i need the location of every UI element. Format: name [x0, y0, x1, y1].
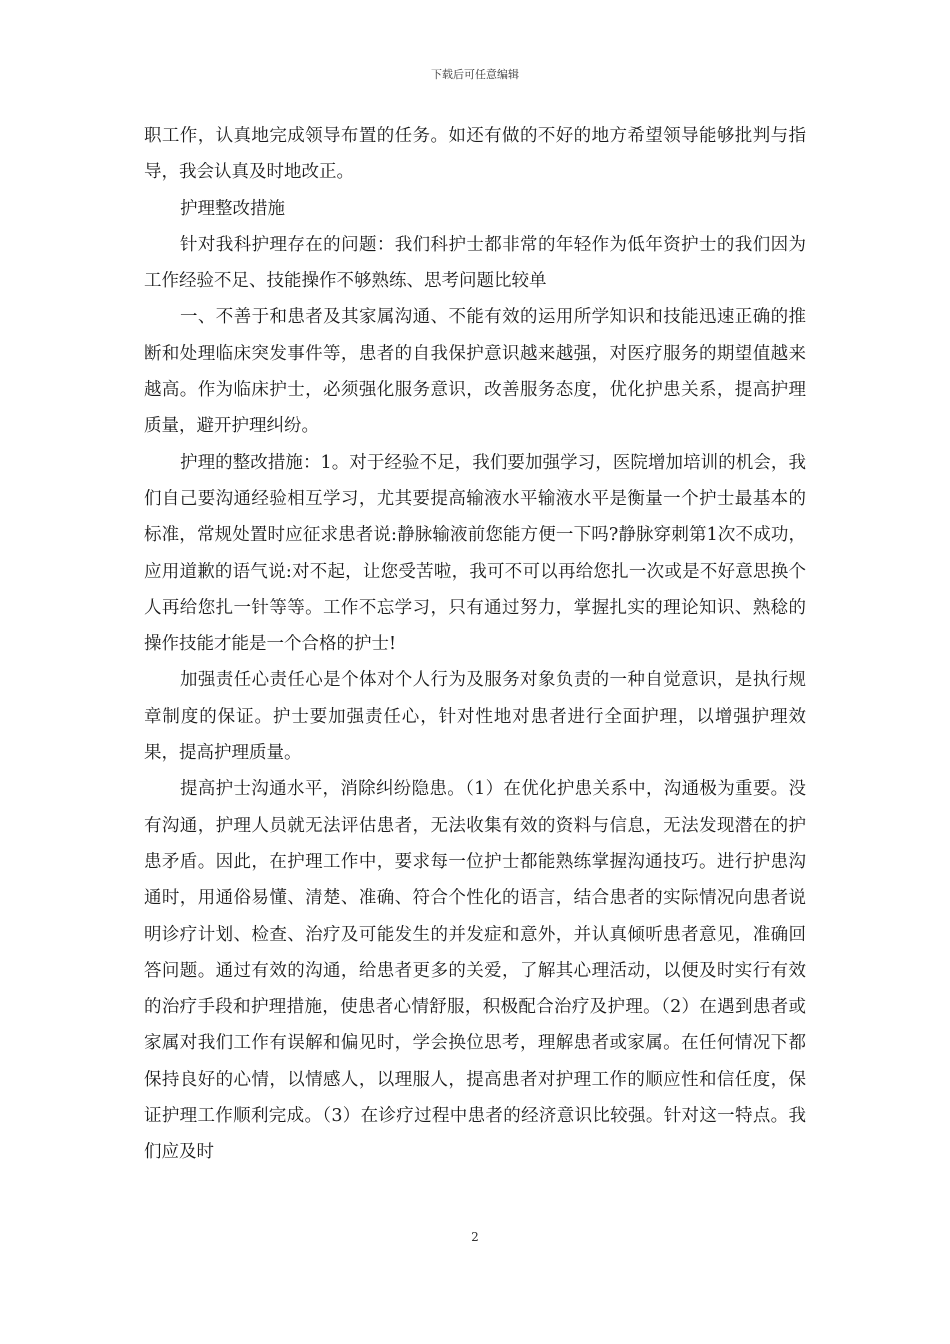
page-header: 下载后可任意编辑 [431, 68, 519, 81]
section-heading: 护理整改措施 [180, 198, 285, 219]
paragraph: 提高护士沟通水平，消除纠纷隐患。（1）在优化护患关系中，沟通极为重要。没有沟通，护理人员就无法评估患者，无法收集有效的资料与信息，无法发现潜在的护患矛盾。因此，在护理工作中，要求每一位护士都能熟练掌握沟通技巧。进行护患沟通时，用通俗易懂、清楚、准确、符合个性化的语言，结合患者的实际情况向患者说明诊疗计划、检查、治疗及可能发生的并发症和意外，并认真倾听患者意见，准确回答问题。通过有效的沟通，给患者更多的关爱，了解其心理活动，以便及时实行有效的治疗手段和护理措施，使患者心情舒服，积极配合治疗及护理。（2）在遇到患者或家属对我们工作有误解和偏见时，学会换位思考，理解患者或家属。在任何情况下都保持良好的心情，以情感人，以理服人，提高患者对护理工作的顺应性和信任度，保证护理工作顺利完成。（3）在诊疗过程中患者的经济意识比较强。针对这一特点。我们应及时 [144, 779, 806, 1163]
paragraph: 加强责任心责任心是个体对个人行为及服务对象负责的一种自觉意识，是执行规章制度的保证。护士要加强责任心，针对性地对患者进行全面护理，以增强护理效果，提高护理质量。 [144, 670, 806, 764]
document-body [144, 118, 806, 1171]
page-number: 2 [471, 1230, 479, 1244]
paragraph: 职工作，认真地完成领导布置的任务。如还有做的不好的地方希望领导能够批判与指导，我会认真及时地改正。 [144, 126, 806, 183]
paragraph: 一、不善于和患者及其家属沟通、不能有效的运用所学知识和技能迅速正确的推断和处理临床突发事件等，患者的自我保护意识越来越强，对医疗服务的期望值越来越高。作为临床护士，必须强化服务意识，改善服务态度，优化护患关系，提高护理质量，避开护理纠纷。 [144, 307, 806, 437]
paragraph: 针对我科护理存在的问题：我们科护士都非常的年轻作为低年资护士的我们因为工作经验不足、技能操作不够熟练、思考问题比较单 [144, 234, 806, 292]
paragraph: 护理的整改措施：1。对于经验不足，我们要加强学习，医院增加培训的机会，我们自己要沟通经验相互学习，尤其要提高输液水平输液水平是衡量一个护士最基本的标准，常规处置时应征求患者说:静脉输液前您能方便一下吗?静脉穿刺第1次不成功，应用道歉的语气说:对不起，让您受苦啦，我可不可以再给您扎一次或是不好意思换个人再给您扎一针等等。工作不忘学习，只有通过努力，掌握扎实的理论知识、熟稔的操作技能才能是一个合格的护士! [144, 452, 806, 655]
